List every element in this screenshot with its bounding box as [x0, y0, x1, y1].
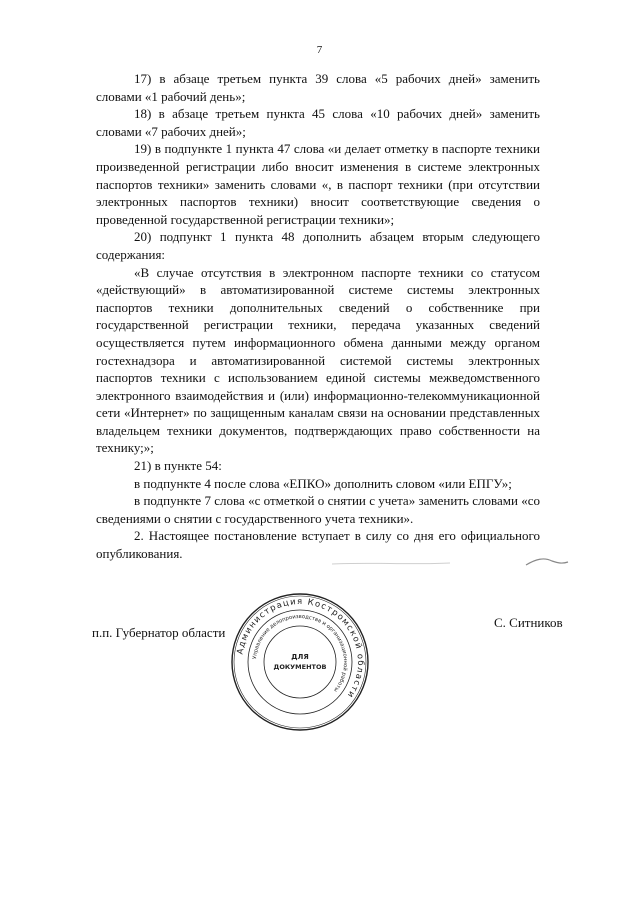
- paragraph-item-17: 17) в абзаце третьем пункта 39 слова «5 рабочих дней» заменить словами «1 рабочий день»;: [96, 71, 540, 104]
- paragraph-item-19: 19) в подпункте 1 пункта 47 слова «и делает отметку в паспорте техники произведенной регистрации либо вносит изменения в системе электронных паспортов техники» заменить словами «, в паспорт техники (при отсутствии электронных паспортов техники) вносит соответствующие сведения о проведенной государственной регистрации техники»;: [96, 141, 540, 227]
- scan-mark: [330, 555, 570, 571]
- paragraph-item-18: 18) в абзаце третьем пункта 45 слова «10 рабочих дней» заменить словами «7 рабочих дней»;: [96, 106, 540, 139]
- stamp-center-line2: ДОКУМЕНТОВ: [273, 663, 327, 671]
- paragraph-item-21: 21) в пункте 54:: [134, 458, 222, 474]
- paragraph-effective-date: 2. Настоящее постановление вступает в силу со дня его официального опубликования.: [96, 528, 540, 562]
- stamp-outer-text: Администрация Костромской области: [235, 596, 366, 701]
- signer-name: С. Ситников: [494, 615, 563, 630]
- paragraph-item-20: 20) подпункт 1 пункта 48 дополнить абзацем вторым следующего содержания:: [96, 229, 540, 262]
- official-stamp: [230, 592, 370, 732]
- signer-title: п.п. Губернатор области: [92, 625, 226, 640]
- stamp-inner-text: Управление делопроизводства и организационной работы: [252, 613, 349, 693]
- document-body: [96, 70, 540, 563]
- page-number: 7: [316, 44, 323, 56]
- quoted-paragraph: «В случае отсутствия в электронном паспорте техники со статусом «действующий» в автоматизированной системе системы электронных паспортов техники дополнительных сведений о собственнике при государственной регистрации техники, передача указанных сведений осуществляется путем информационного обмена данными между органом гостехнадзора и автоматизированной системой системы электронных паспортов техники с использованием единой системы межведомственного электронного взаимодействия и (или) информационно-телекоммуникационной сети «Интернет» по защищенным каналам связи на основании представленных владельцем техники документов, подтверждающих право собственности на технику;»;: [96, 264, 540, 456]
- subparagraph-7: в подпункте 7 слова «с отметкой о снятии с учета» заменить словами «со сведениями о снятии с государственного учета техники».: [96, 493, 540, 526]
- subparagraph-4: в подпункте 4 после слова «ЕПКО» дополнить словом «или ЕПГУ»;: [134, 475, 512, 491]
- stamp-center-line1: ДЛЯ: [291, 653, 309, 661]
